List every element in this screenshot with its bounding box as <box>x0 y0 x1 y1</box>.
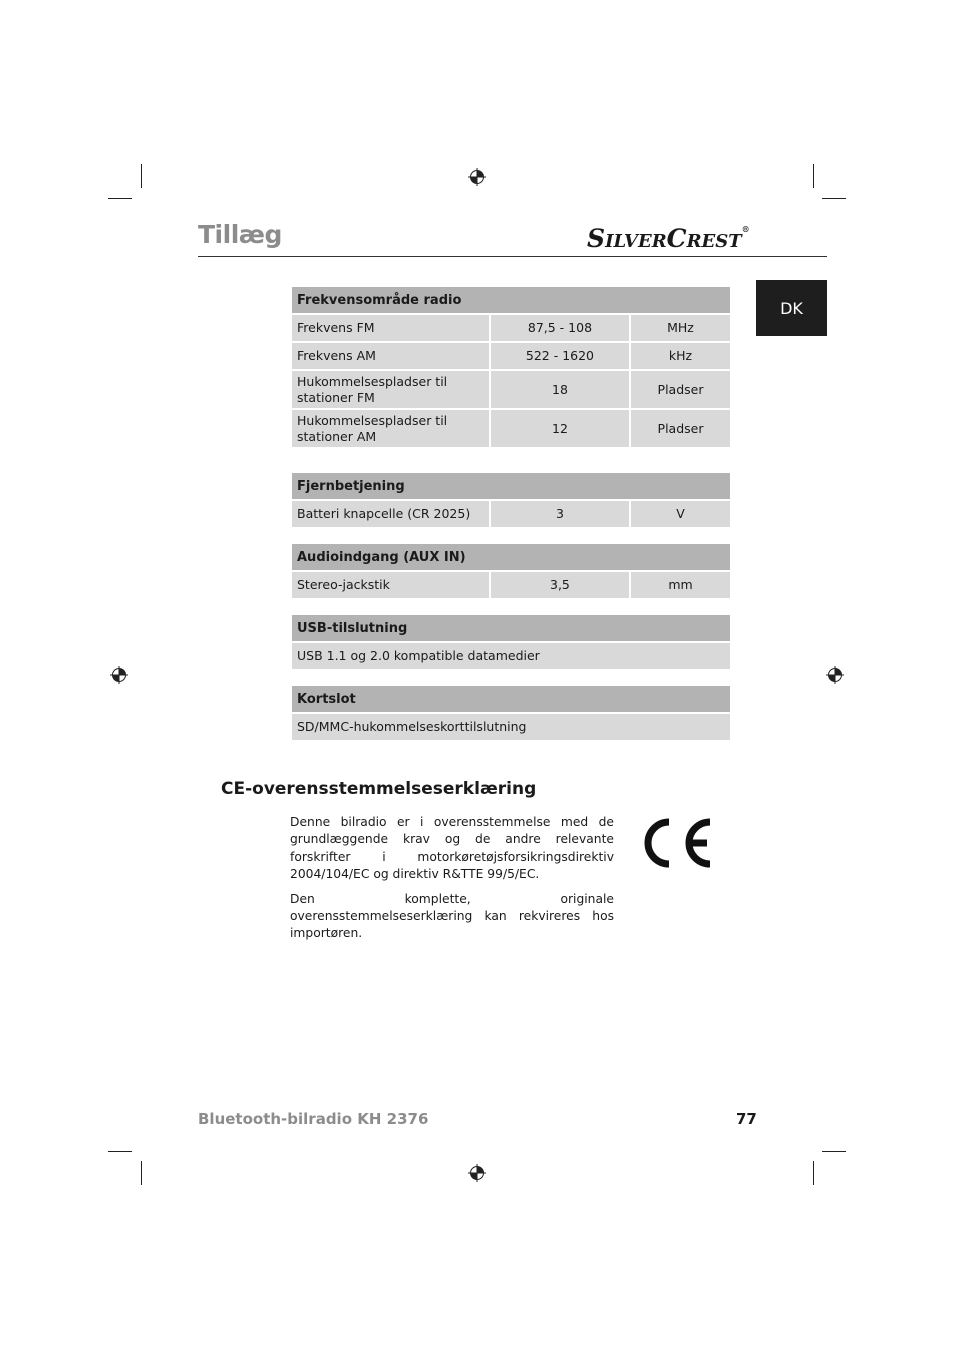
table-heading: Frekvensområde radio <box>292 287 730 313</box>
registration-mark-icon <box>110 666 128 684</box>
spec-text: USB 1.1 og 2.0 kompatible datamedier <box>292 643 730 669</box>
brand-logo: SILVERCREST® <box>587 224 750 253</box>
table-row <box>292 643 730 669</box>
spec-table-radio <box>290 285 732 449</box>
spec-value: 522 - 1620 <box>491 343 629 369</box>
spec-label: Hukommelsespladser til stationer FM <box>292 371 489 408</box>
page-title: Tillæg <box>198 220 282 249</box>
ce-paragraph: Denne bilradio er i overensstemmelse med de grundlæggende krav og de andre relevante forskrifter i motorkøretøjsforsikringsdirektiv 2004/104/EC og direktiv R&TTE 99/5/EC. <box>290 815 614 882</box>
spec-label: Frekvens FM <box>292 315 489 341</box>
table-row <box>292 501 730 527</box>
crop-mark <box>108 1151 132 1152</box>
crop-mark <box>813 1161 814 1185</box>
ce-paragraph: Den komplette, originale overensstemmelseserklæring kan rekvireres hos importøren. <box>290 891 614 941</box>
crop-mark <box>822 198 846 199</box>
spec-table-remote <box>290 471 732 529</box>
spec-label: Frekvens AM <box>292 343 489 369</box>
table-row <box>292 572 730 598</box>
ce-heading: CE-overensstemmelseserklæring <box>221 779 537 799</box>
table-heading: Fjernbetjening <box>292 473 730 499</box>
spec-value: 3 <box>491 501 629 527</box>
page-number: 77 <box>736 1110 757 1128</box>
footer-title: Bluetooth-bilradio KH 2376 <box>198 1110 429 1128</box>
spec-value: 87,5 - 108 <box>491 315 629 341</box>
spec-table-usb <box>290 613 732 671</box>
header-divider <box>198 256 827 257</box>
table-row <box>292 714 730 740</box>
table-heading: USB-tilslutning <box>292 615 730 641</box>
table-heading: Kortslot <box>292 686 730 712</box>
crop-mark <box>141 1161 142 1185</box>
spec-label: Stereo-jackstik <box>292 572 489 598</box>
language-tab: DK <box>756 280 827 336</box>
spec-unit: Pladser <box>631 371 730 408</box>
spec-value: 18 <box>491 371 629 408</box>
table-row <box>292 410 730 447</box>
crop-mark <box>822 1151 846 1152</box>
spec-unit: mm <box>631 572 730 598</box>
registration-mark-icon <box>468 168 486 186</box>
spec-unit: MHz <box>631 315 730 341</box>
registration-mark-icon <box>826 666 844 684</box>
table-row <box>292 343 730 369</box>
spec-table-card-slot <box>290 684 732 742</box>
ce-body <box>290 814 614 950</box>
spec-label: Hukommelsespladser til stationer AM <box>292 410 489 447</box>
crop-mark <box>141 164 142 188</box>
spec-text: SD/MMC-hukommelseskorttilslutning <box>292 714 730 740</box>
spec-unit: Pladser <box>631 410 730 447</box>
table-row <box>292 371 730 408</box>
crop-mark <box>813 164 814 188</box>
spec-table-aux <box>290 542 732 600</box>
table-row <box>292 315 730 341</box>
crop-mark <box>108 198 132 199</box>
ce-mark-icon <box>642 816 716 870</box>
spec-unit: V <box>631 501 730 527</box>
spec-value: 3,5 <box>491 572 629 598</box>
registration-mark-icon <box>468 1164 486 1182</box>
spec-unit: kHz <box>631 343 730 369</box>
table-heading: Audioindgang (AUX IN) <box>292 544 730 570</box>
spec-value: 12 <box>491 410 629 447</box>
spec-label: Batteri knapcelle (CR 2025) <box>292 501 489 527</box>
